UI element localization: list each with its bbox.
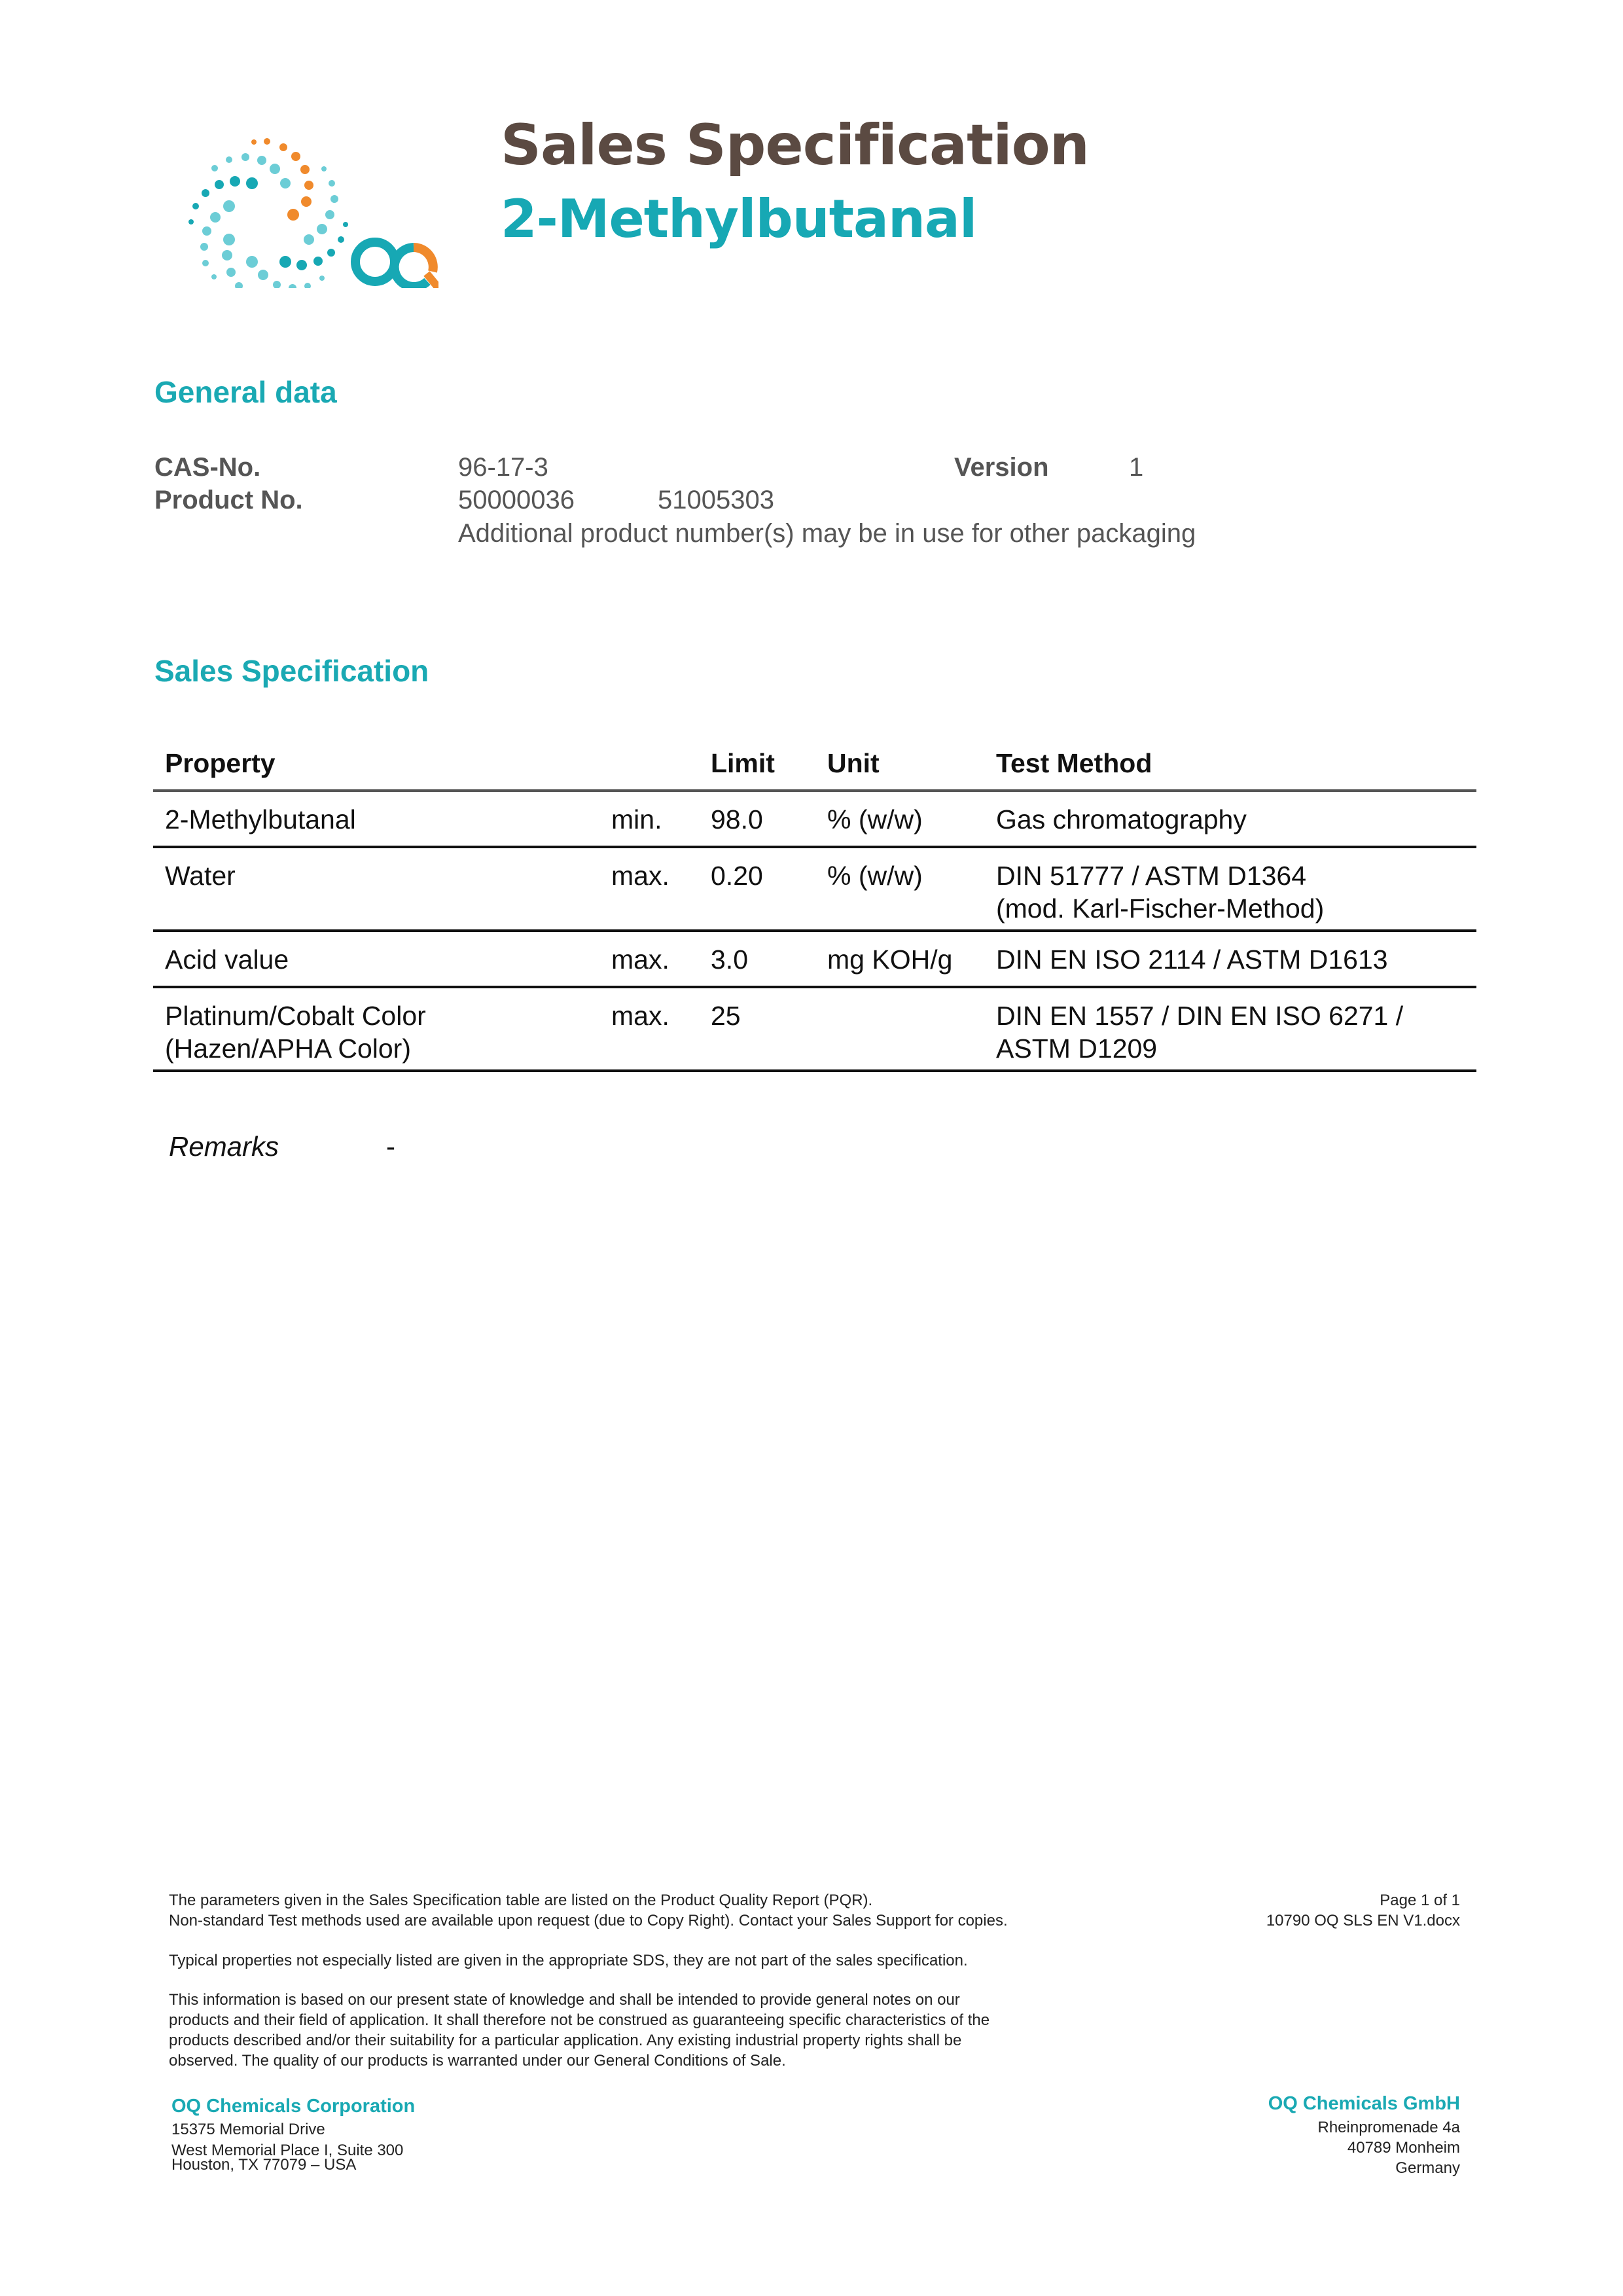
table-row — [153, 932, 1476, 988]
address-line: Houston, TX 77079 – USA — [171, 2156, 357, 2174]
address-line: Germany — [1395, 2159, 1460, 2177]
cas-label: CAS-No. — [154, 453, 261, 482]
column-header-limit: Limit — [711, 748, 775, 778]
unit-cell: % (w/w) — [827, 804, 923, 834]
general-data-heading: General data — [154, 375, 337, 409]
qualifier-cell: max. — [611, 861, 669, 891]
address-line: West Memorial Place I, Suite 300 — [171, 2142, 404, 2159]
product-no-note: Additional product number(s) may be in use for other packaging — [458, 519, 1196, 548]
test-method-cell: DIN EN ISO 2114 / ASTM D1613 — [996, 944, 1388, 975]
address-line: 15375 Memorial Drive — [171, 2121, 325, 2138]
cas-value: 96-17-3 — [458, 453, 548, 482]
limit-cell: 3.0 — [711, 944, 748, 975]
version-value: 1 — [1129, 453, 1144, 482]
product-no-value-1: 50000036 — [458, 486, 575, 514]
property-cell-line-2: (Hazen/APHA Color) — [165, 1033, 411, 1064]
property-cell: Water — [165, 861, 236, 891]
document-title: Sales Specification — [501, 113, 1089, 178]
footer-disclaimer — [169, 1990, 1150, 2071]
address-line: 40789 Monheim — [1347, 2139, 1460, 2157]
column-header-test-method: Test Method — [996, 748, 1152, 778]
table-row — [153, 792, 1476, 848]
de-company-address — [1268, 2093, 1460, 2178]
limit-cell: 25 — [711, 1001, 741, 1031]
sales-specification-heading: Sales Specification — [154, 654, 429, 688]
qualifier-cell: max. — [611, 1001, 669, 1031]
property-cell: Platinum/Cobalt Color — [165, 1001, 426, 1031]
qualifier-cell: max. — [611, 944, 669, 975]
test-method-cell: Gas chromatography — [996, 804, 1247, 834]
us-company-name: OQ Chemicals Corporation — [171, 2096, 416, 2117]
test-method-cell-line-2: (mod. Karl-Fischer-Method) — [996, 893, 1325, 924]
disclaimer-line: observed. The quality of our products is warranted under our General Conditions of Sale. — [169, 2052, 786, 2070]
oq-swirl-logo-icon — [157, 105, 438, 288]
property-cell: 2-Methylbutanal — [165, 804, 356, 834]
column-header-property: Property — [165, 748, 276, 778]
column-header-unit: Unit — [827, 748, 880, 778]
version-label: Version — [954, 453, 1049, 482]
us-company-address — [171, 2096, 415, 2174]
limit-cell: 98.0 — [711, 804, 763, 834]
footer-page-info — [1266, 1890, 1460, 1931]
limit-cell: 0.20 — [711, 861, 763, 891]
remarks-label: Remarks — [169, 1131, 279, 1162]
disclaimer-line: products and their field of application. It shall therefore not be construed as guaranteeing specific characteristics of the — [169, 2011, 990, 2029]
document-id: 10790 OQ SLS EN V1.docx — [1266, 1912, 1460, 1929]
disclaimer-line: products described and/or their suitability for a particular application. Any existing industrial property rights shall be — [169, 2032, 962, 2049]
property-cell: Acid value — [165, 944, 289, 975]
product-no-value-2: 51005303 — [658, 486, 774, 514]
unit-cell: mg KOH/g — [827, 944, 953, 975]
address-line: Rheinpromenade 4a — [1317, 2119, 1460, 2136]
disclaimer-line: This information is based on our present state of knowledge and shall be intended to provide general notes on our — [169, 1991, 960, 2009]
table-row — [153, 988, 1476, 1072]
de-company-name: OQ Chemicals GmbH — [1268, 2093, 1460, 2114]
remarks-value: - — [386, 1131, 395, 1162]
oq-logo — [157, 105, 438, 288]
table-row — [153, 848, 1476, 932]
specification-table — [153, 740, 1476, 1072]
footer-note-line: The parameters given in the Sales Specification table are listed on the Product Quality Report (PQR). — [169, 1892, 873, 1909]
table-header-row — [153, 740, 1476, 792]
product-no-label: Product No. — [154, 486, 303, 514]
qualifier-cell: min. — [611, 804, 662, 834]
footer-notes — [169, 1890, 1150, 1931]
unit-cell: % (w/w) — [827, 861, 923, 891]
footer-note-line: Non-standard Test methods used are available upon request (due to Copy Right). Contact your Sales Support for copies. — [169, 1912, 1008, 1929]
page-number: Page 1 of 1 — [1380, 1892, 1460, 1909]
test-method-cell: DIN 51777 / ASTM D1364 — [996, 861, 1307, 891]
test-method-cell: DIN EN 1557 / DIN EN ISO 6271 / — [996, 1001, 1404, 1031]
product-name-title: 2-Methylbutanal — [501, 188, 977, 249]
footer-typical-properties: Typical properties not especially listed are given in the appropriate SDS, they are not part of the sales specification. — [169, 1952, 968, 1969]
test-method-cell-line-2: ASTM D1209 — [996, 1033, 1158, 1064]
